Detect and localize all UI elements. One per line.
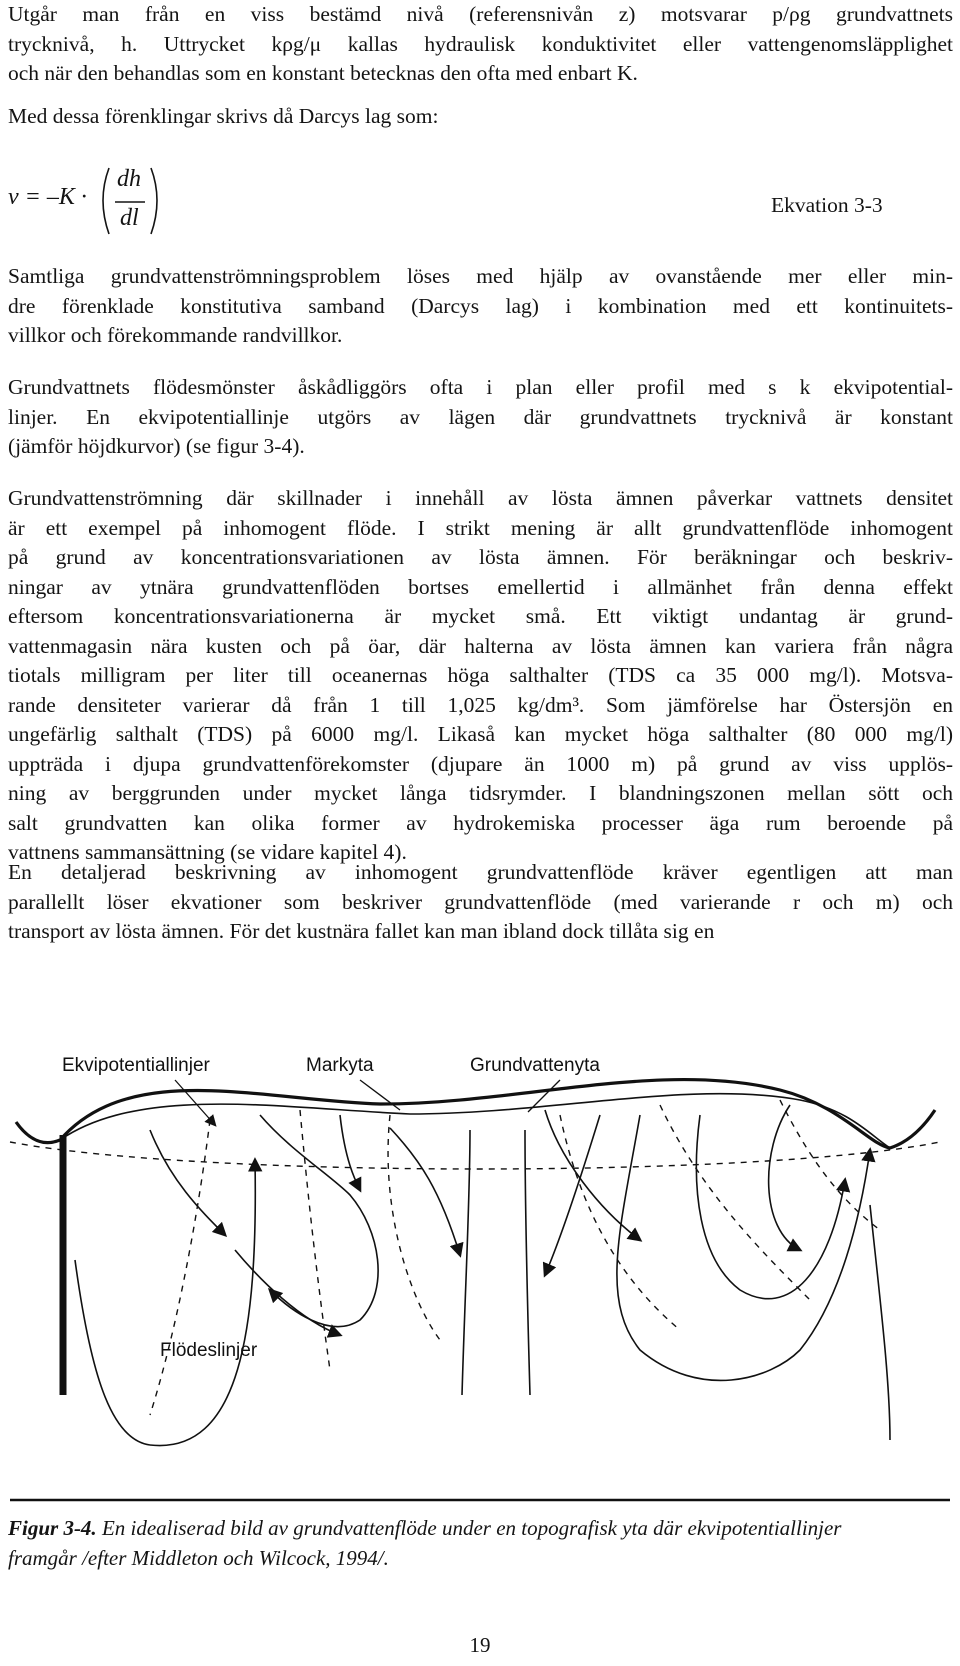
equipotential-dashed-horizon	[10, 1142, 940, 1169]
inhomogen-line-8: rande densiteter varierar då från 1 till 1,025 kg/dm³. Som jämförelse har Östersjön en	[8, 692, 953, 717]
label-ekvipotentiallinjer: Ekvipotentiallinjer	[62, 1055, 210, 1076]
flow-line-right-4	[769, 1105, 800, 1250]
flow-line-left-6	[340, 1115, 360, 1190]
page-number: 19	[469, 1633, 491, 1657]
flow-line-right-1	[545, 1110, 640, 1240]
water-table-line	[60, 1094, 890, 1148]
inhomogen-line-7: tiotals milligram per liter till oceanernas höga salthalter (TDS ca 35 000 mg/l). Motsva-	[8, 663, 953, 687]
detaljerad-line-2: parallellt löser ekvationer som beskriver grundvattenflöde (med varierande r och m) och	[8, 889, 953, 914]
figure-caption	[8, 1513, 953, 1573]
intro-line-3: och när den behandlas som en konstant betecknas den ofta med enbart K.	[8, 61, 638, 85]
inhomogen-line-9: ungefärlig salthalt (TDS) på 6000 mg/l. Likaså kan mycket höga salthalter (80 000 mg/l)	[8, 722, 953, 746]
inhomogen-line-13: vattnens sammansättning (se vidare kapitel 4).	[8, 840, 407, 864]
flow-line-center-left	[462, 1130, 470, 1395]
caption-text-2: framgår /efter Middleton och Wilcock, 1994/.	[8, 1546, 389, 1570]
inhomogen-line-12: salt grundvatten kan olika former av hydrokemiska processer äga rum beroende på	[8, 810, 953, 835]
label-grundvattenyta: Grundvattenyta	[470, 1055, 600, 1076]
equipotential-line-6	[780, 1100, 880, 1230]
flow-line-right-5	[870, 1205, 890, 1440]
equipotential-line-5	[660, 1105, 810, 1300]
label-flodeslinjer: Flödeslinjer	[160, 1340, 258, 1361]
darcy-intro-text: Med dessa förenklingar skrivs då Darcys lag som:	[8, 104, 439, 128]
flow-line-center-arrow-left	[390, 1128, 460, 1255]
samtliga-line-2: dre förenklade konstitutiva samband (Darcys lag) i kombination med ett kontinuitets-	[8, 293, 953, 318]
flow-line-left-2	[150, 1160, 255, 1446]
flow-line-right-2	[617, 1115, 870, 1380]
samtliga-line-3: villkor och förekommande randvillkor.	[8, 323, 343, 347]
equation-denominator: dl	[120, 205, 139, 231]
equipotential-line-2	[300, 1110, 330, 1370]
flow-line-center-arrow-right	[545, 1115, 600, 1275]
flow-line-left-1	[75, 1260, 150, 1445]
flodes-line-2: linjer. En ekvipotentiallinje utgörs av lägen där grundvattnets trycknivå är konstant	[8, 404, 953, 429]
caption-text: En idealiserad bild av grundvattenflöde under en topografisk yta där ekvipotentiallinjer	[96, 1516, 842, 1540]
equipotential-line-1	[150, 1120, 210, 1415]
equation-label: Ekvation 3-3	[771, 193, 883, 217]
inhomogen-line-2: är ett exempel på inhomogent flöde. I strikt mening är allt grundvattenflöde inhomogent	[8, 515, 953, 540]
samtliga-line-1: Samtliga grundvattenströmningsproblem löses med hjälp av ovanstående mer eller min-	[8, 264, 953, 288]
equation-numerator: dh	[117, 166, 141, 192]
intro-line-1: Utgår man från en viss bestämd nivå (referensnivån z) motsvarar p/ρg grundvattnets	[8, 2, 953, 26]
inhomogen-line-6: vattenmagasin nära kusten och på öar, där halterna av lösta ämnen kan variera från några	[8, 633, 953, 658]
equation-lhs: v = –K ·	[8, 184, 87, 210]
equipotential-line-3	[388, 1115, 440, 1340]
caption-label: Figur 3-4.	[8, 1516, 97, 1540]
paragraph-inhomogent	[8, 484, 953, 868]
inhomogen-line-5: eftersom koncentrationsvariationerna är mycket små. Ett viktigt undantag är grund-	[8, 604, 953, 628]
paragraph-detaljerad	[8, 858, 953, 947]
label-markyta: Markyta	[306, 1055, 374, 1076]
flow-line-center-right	[525, 1130, 530, 1395]
paragraph-flodesmonster	[8, 373, 953, 462]
flodes-line-3: (jämför höjdkurvor) (se figur 3-4).	[8, 434, 305, 458]
intro-line-2: trycknivå, h. Uttrycket kρg/μ kallas hydraulisk konduktivitet eller vattengenomsläpplighet	[8, 31, 953, 56]
inhomogen-line-11: ning av berggrunden under mycket långa tidsrymder. I blandningszonen mellan sött och	[8, 781, 953, 805]
darcy-intro	[8, 102, 953, 132]
flow-line-left-3	[150, 1130, 225, 1235]
pointer-ekvipotential	[175, 1080, 215, 1125]
inhomogen-line-4: ningar av ytnära grundvattenflöden bortses emellertid i allmänhet från denna effekt	[8, 574, 953, 599]
inhomogen-line-1: Grundvattenströmning där skillnader i innehåll av lösta ämnen påverkar vattnets densitet	[8, 486, 953, 510]
paragraph-samtliga	[8, 262, 953, 351]
inhomogen-line-10: uppträda i djupa grundvattenförekomster (djupare än 1000 m) på grund av viss upplös-	[8, 751, 953, 776]
detaljerad-line-3: transport av lösta ämnen. För det kustnära fallet kan man ibland dock tillåta sig en	[8, 919, 715, 943]
intro-paragraph	[8, 0, 953, 89]
flodes-line-1: Grundvattnets flödesmönster åskådliggörs ofta i plan eller profil med s k ekvipotential-	[8, 375, 953, 399]
detaljerad-line-1: En detaljerad beskrivning av inhomogent grundvattenflöde kräver egentligen att man	[8, 860, 953, 884]
inhomogen-line-3: på grund av koncentrationsvariationen av lösta ämnen. För beräkningar och beskriv-	[8, 545, 953, 569]
figure-groundwater-flow	[0, 1040, 960, 1510]
